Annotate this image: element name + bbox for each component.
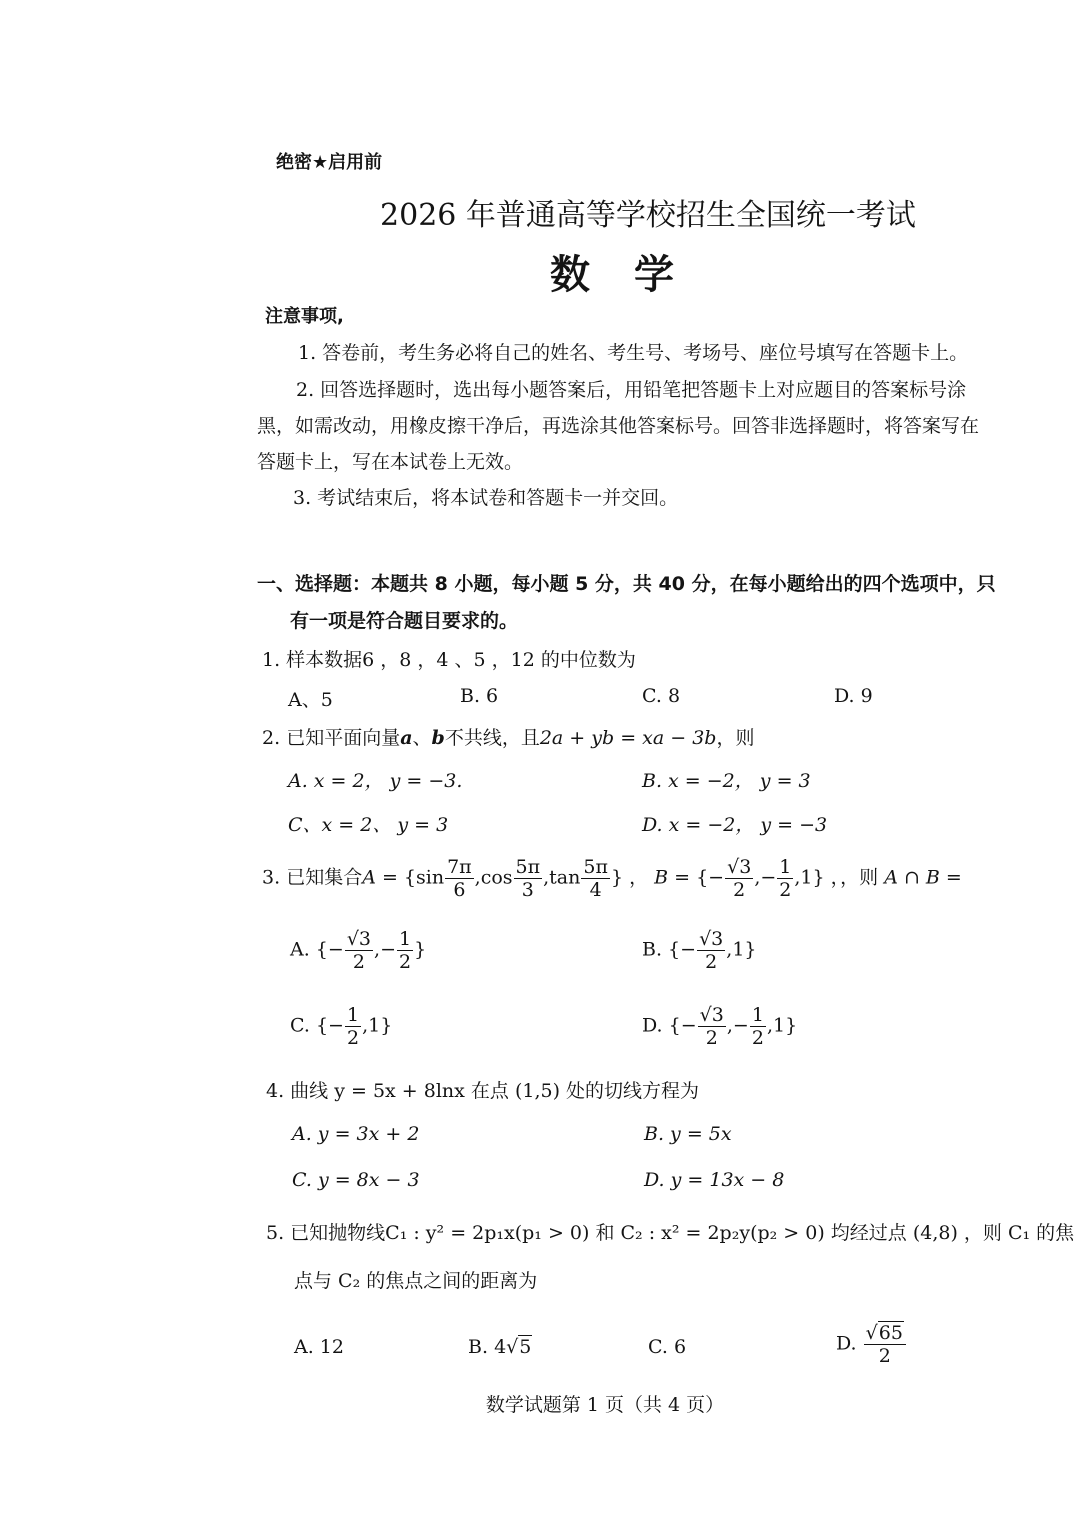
notice-heading: 注意事项, [265, 306, 344, 327]
section-heading: 一、选择题：本题共 8 小题，每小题 5 分，共 40 分，在每小题给出的四个选项中，只 [257, 573, 996, 595]
question-4-stem: 4. 曲线 y = 5x + 8lnx 在点 (1,5) 处的切线方程为 [266, 1080, 700, 1102]
notice-item-1: 1. 答卷前，考生务必将自己的姓名、考生号、考场号、座位号填写在答题卡上。 [298, 342, 969, 364]
question-1-option-a: A、5 [288, 689, 333, 711]
question-3-stem: 3. 已知集合A = {sin $\frac{7\pi}{6}$ ,cos $\frac{5\pi}{3}$ ,tan $\frac{5\pi}{4}$ } ， B = {− $\frac{√3}{2}$ ,− $\frac{1}{2}$ ,1} ，，则 A ∩ B = [262, 856, 962, 901]
secret-mark: 绝密★启用前 [276, 152, 383, 173]
question-1-option-b: B. 6 [460, 685, 499, 707]
fraction: $\frac{5\pi}{4}$ [583, 856, 608, 901]
question-4-option-c: C. y = 8x − 3 [292, 1169, 420, 1191]
question-5-stem-cont: 点与 C₂ 的焦点之间的距离为 [294, 1270, 538, 1292]
section-heading-cont: 有一项是符合题目要求的。 [290, 610, 519, 632]
question-3-option-c: C. {− $\frac{1}{2}$ ,1} [290, 1004, 393, 1049]
notice-item-2-end: 答题卡上，写在本试卷上无效。 [257, 451, 524, 473]
question-3-option-d: D. {− $\frac{√3}{2}$ ,− $\frac{1}{2}$ ,1} [642, 1004, 798, 1049]
question-2-option-b: B. x = −2， y = 3 [642, 770, 811, 792]
page-footer: 数学试题第 1 页（共 4 页） [485, 1394, 725, 1416]
subject-title: 数学 [550, 252, 718, 298]
exam-title: 2026 年普通高等学校招生全国统一考试 [380, 198, 916, 233]
question-4-option-a: A. y = 3x + 2 [292, 1123, 420, 1145]
question-1-option-d: D. 9 [834, 685, 873, 707]
question-1-option-c: C. 8 [642, 685, 681, 707]
question-5-option-c: C. 6 [648, 1336, 687, 1358]
question-2-option-d: D. x = −2， y = −3 [642, 814, 828, 836]
notice-item-2: 2. 回答选择题时，选出每小题答案后，用铅笔把答题卡上对应题目的答案标号涂 [296, 379, 967, 401]
question-5-option-a: A. 12 [294, 1336, 344, 1358]
notice-item-2-cont: 黑，如需改动，用橡皮擦干净后，再选涂其他答案标号。回答非选择题时，将答案写在 [257, 415, 980, 437]
fraction: $\frac{5\pi}{3}$ [515, 856, 541, 901]
question-1-stem: 1. 样本数据6 ，8 ，4 、5 ，12 的中位数为 [262, 649, 636, 671]
fraction: $\frac{7\pi}{6}$ [447, 856, 472, 901]
question-4-option-d: D. y = 13x − 8 [644, 1169, 785, 1191]
question-3-option-b: B. {− $\frac{√3}{2}$ ,1} [642, 928, 757, 973]
question-3-option-a: A. {− $\frac{√3}{2}$ ,− $\frac{1}{2}$ } [290, 928, 427, 973]
question-5-option-b: B. 4√5 [468, 1336, 532, 1358]
fraction: $\frac{1}{2}$ [779, 856, 792, 901]
question-4-option-b: B. y = 5x [644, 1123, 732, 1145]
question-5-option-d: D. $\frac{√65}{2}$ [836, 1322, 907, 1367]
notice-item-3: 3. 考试结束后，将本试卷和答题卡一并交回。 [293, 487, 679, 509]
question-5-stem: 5. 已知抛物线C₁ : y² = 2p₁x(p₁ > 0) 和 C₂ : x² = 2p₂y(p₂ > 0) 均经过点 (4,8) ，则 C₁ 的焦 [266, 1222, 1075, 1244]
fraction: $\frac{√65}{2}$ [864, 1322, 906, 1367]
fraction: $\frac{√3}{2}$ [727, 856, 752, 901]
question-2-option-a: A. x = 2， y = −3. [288, 770, 463, 792]
question-2-option-c: C、x = 2、 y = 3 [288, 814, 449, 836]
question-2-stem: 2. 已知平面向量a、b不共线，且2a + yb = xa − 3b，则 [262, 727, 755, 749]
